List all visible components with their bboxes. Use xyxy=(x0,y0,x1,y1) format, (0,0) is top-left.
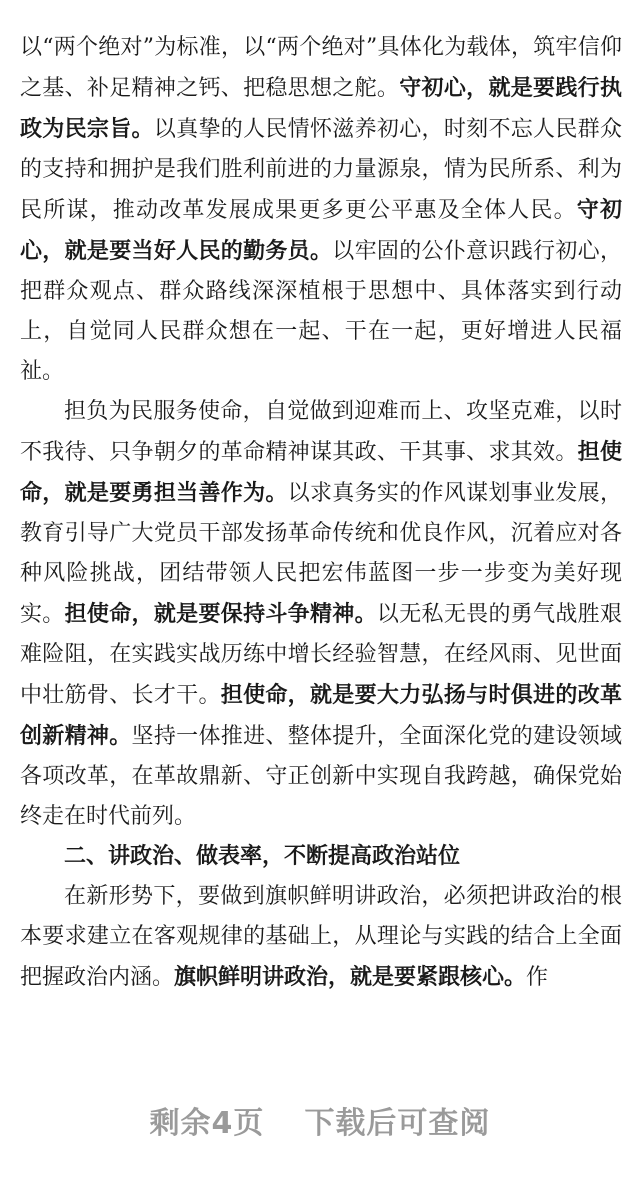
section-heading xyxy=(20,837,622,877)
bold-phrase: 担使命，就是要勇担当善作为。 xyxy=(20,439,622,506)
bold-phrase: 守初心，就是要当好人民的勤务员。 xyxy=(20,197,622,264)
remaining-pages-label: 剩余4页 xyxy=(149,1106,265,1141)
text-run: 在新形势下，要做到旗帜鲜明讲政治，必须把讲政治的根本要求建立在客观规律的基础上，从理论与实践的结合上全面把握政治内涵。 xyxy=(20,884,622,990)
bold-phrase: 二、讲政治、做表率，不断提高政治站位 xyxy=(64,844,461,869)
text-run: 以真挚的人民情怀滋养初心，时刻不忘人民群众的支持和拥护是我们胜利前进的力量源泉，情为民所系、利为民所谋，推动改革发展成果更多更公平惠及全体人民。 xyxy=(20,117,622,223)
bold-phrase: 旗帜鲜明讲政治，就是要紧跟核心。 xyxy=(174,964,527,990)
text-run: 以牢固的公仆意识践行初心，把群众观点、群众路线深深植根于思想中、具体落实到行动上，自觉同人民群众想在一起、干在一起，更好增进人民福祉。 xyxy=(20,239,622,384)
body-paragraph xyxy=(20,877,622,998)
text-run: 以无私无畏的勇气战胜艰难险阻，在实践实战历练中增长经验智慧，在经风雨、见世面中壮筋骨、长才干。 xyxy=(20,602,622,708)
text-run: 坚持一体推进、整体提升，全面深化党的建设领域各项改革，在革故鼎新、守正创新中实现自我跨越，确保党始终走在时代前列。 xyxy=(20,724,622,829)
bold-phrase: 担使命，就是要大力弘扬与时俱进的改革创新精神。 xyxy=(20,682,622,749)
bold-phrase: 守初心，就是要践行执政为民宗旨。 xyxy=(20,75,622,142)
body-paragraph xyxy=(20,392,622,837)
document-body xyxy=(20,28,622,998)
bold-phrase: 担使命，就是要保持斗争精神。 xyxy=(64,601,377,627)
body-paragraph xyxy=(20,28,622,392)
text-run: 以“两个绝对”为标准，以“两个绝对”具体化为载体，筑牢信仰之基、补足精神之钙、把稳思想之舵。 xyxy=(20,35,622,101)
download-prompt[interactable] xyxy=(0,1098,640,1142)
text-run: 担负为民服务使命，自觉做到迎难而上、攻坚克难，以时不我待、只争朝夕的革命精神谋其政、干其事、求其效。 xyxy=(20,399,622,465)
download-to-view-label: 下载后可查阅 xyxy=(304,1106,491,1141)
text-run: 作 xyxy=(526,965,549,990)
text-run: 以求真务实的作风谋划事业发展，教育引导广大党员干部发扬革命传统和优良作风，沉着应对各种风险挑战，团结带领人民把宏伟蓝图一步一步变为美好现实。 xyxy=(20,481,622,627)
